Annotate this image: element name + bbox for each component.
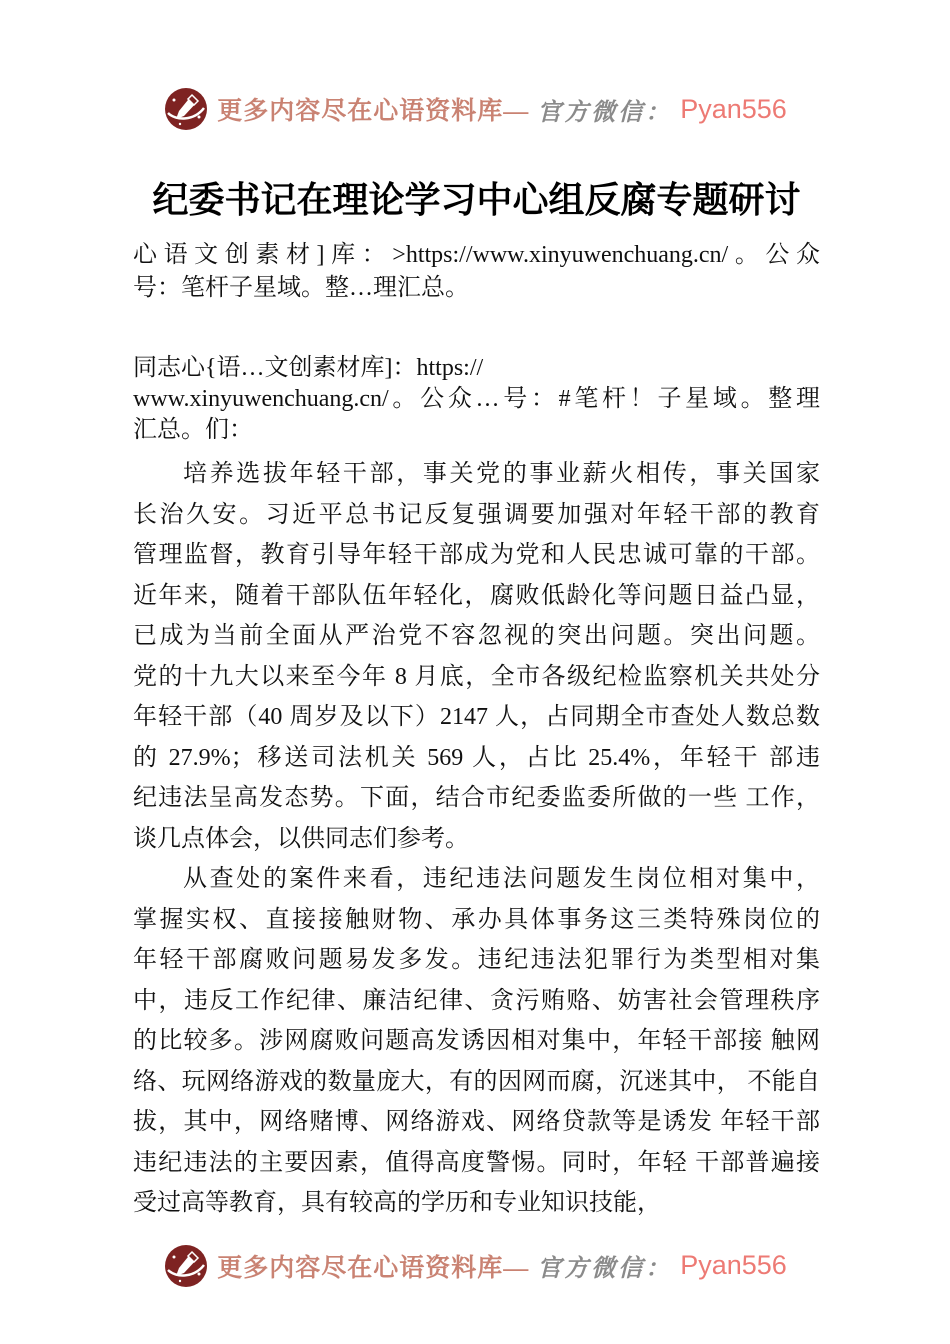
paragraph-line: 的 27.9%；移送司法机关 569 人，占比 25.4%，年轻干 部违: [133, 744, 820, 771]
paragraph-line: 络、玩网络游戏的数量庞大，有的因网而腐，沉迷其中， 不能自: [133, 1068, 820, 1095]
intro-line: www.xinyuwenchuang.cn/。公众…号：#笔杆！子星域。整理: [133, 386, 820, 412]
paragraph-line: 违纪违法的主要因素，值得高度警惕。同时，年轻 干部普遍接: [133, 1149, 820, 1176]
header-banner: [0, 85, 950, 133]
paragraph-line: 从查处的案件来看，违纪违法问题发生岗位相对集中，: [183, 866, 820, 892]
paragraph-line: 管理监督，教育引导年轻干部成为党和人民忠诚可靠的干部。: [133, 542, 820, 568]
intro-block: [133, 353, 820, 446]
document-body: [0, 175, 950, 1224]
paragraph-line: 年轻干部（40 周岁及以下）2147 人，占同期全市查处人数总数: [133, 704, 820, 730]
paragraph-line: 培养选拔年轻干部，事关党的事业薪火相传，事关国家: [183, 461, 820, 487]
intro-line: 汇总。们：: [133, 417, 253, 443]
paragraph-2: [133, 859, 820, 1224]
paragraph-line: 党的十九大以来至今年 8 月底，全市各级纪检监察机关共处分: [133, 663, 820, 690]
paragraph-1: [133, 454, 820, 859]
paragraph-line: 纪违法呈高发态势。下面，结合市纪委监委所做的一些 工作，: [133, 785, 820, 811]
paragraph-line: 拔，其中，网络赌博、网络游戏、网络贷款等是诱发 年轻干部: [133, 1109, 820, 1135]
document-title: 纪委书记在理论学习中心组反腐专题研讨: [152, 180, 801, 220]
wechat-id: Pyan556: [680, 93, 787, 124]
paragraph-line: 已成为当前全面从严治党不容忽视的突出问题。突出问题。: [133, 623, 820, 649]
paragraph-line: 的比较多。涉网腐败问题高发诱因相对集中，年轻干部接 触网: [133, 1028, 820, 1054]
subtitle-block: [133, 239, 820, 305]
wechat-label: 官方微信：: [537, 99, 673, 126]
intro-line: 同志心{语…文创素材库]：https://: [133, 355, 484, 381]
pen-seal-logo-icon: [163, 86, 209, 132]
pen-seal-logo-icon: [163, 1243, 209, 1289]
wechat-label: 官方微信：: [537, 1256, 673, 1282]
brand-text: 更多内容尽在心语资料库—: [217, 98, 530, 125]
paragraph-line: 受过高等教育，具有较高的学历和专业知识技能，: [133, 1190, 661, 1216]
paragraph-line: 年轻干部腐败问题易发多发。违纪违法犯罪行为类型相对集: [133, 947, 820, 973]
subtitle-line: 心语文创素材]库：>https://www.xinyuwenchuang.cn/。公众: [133, 242, 820, 268]
paragraph-line: 掌握实权、直接接触财物、承办具体事务这三类特殊岗位的: [133, 906, 820, 933]
paragraph-line: 谈几点体会，以供同志们参考。: [133, 825, 469, 852]
subtitle-line: 号：笔杆子星域。整…理汇总。: [133, 275, 469, 301]
footer-banner: [0, 1242, 950, 1290]
paragraph-line: 近年来，随着干部队伍年轻化，腐败低龄化等问题日益凸显，: [133, 582, 820, 609]
paragraph-line: 中，违反工作纪律、廉洁纪律、贪污贿赂、妨害社会管理秩序: [133, 987, 820, 1014]
wechat-id: Pyan556: [680, 1250, 787, 1280]
brand-text: 更多内容尽在心语资料库—: [217, 1254, 530, 1282]
paragraph-line: 长治久安。习近平总书记反复强调要加强对年轻干部的教育: [133, 501, 820, 528]
